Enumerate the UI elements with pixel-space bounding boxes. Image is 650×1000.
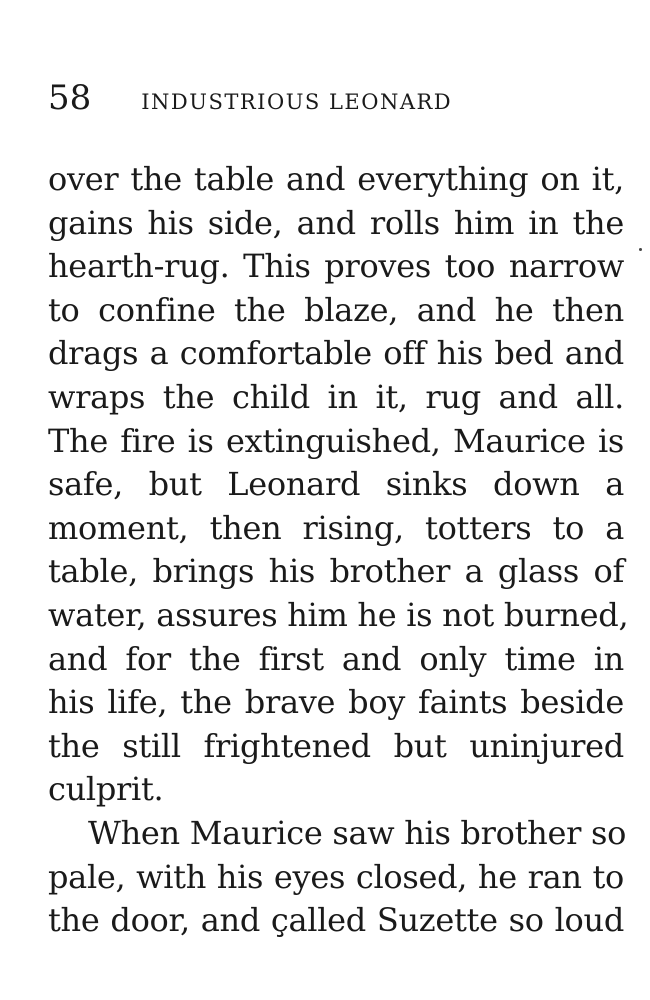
text-line: the still frightened but uninjured <box>48 726 624 765</box>
text-line: his life, the brave boy faints beside <box>48 683 624 722</box>
text-line: water, assures him he is not burned, <box>48 595 629 634</box>
text-line: The fire is extinguished, Maurice is <box>48 421 624 460</box>
text-line: wraps the child in it, rug and all. <box>48 377 624 416</box>
text-line: table, brings his brother a glass of <box>48 552 624 591</box>
page-number: 58 <box>48 78 92 118</box>
text-line: hearth-rug. This proves too narrow <box>48 247 624 286</box>
paragraph-2 <box>48 812 627 943</box>
text-line: safe, but Leonard sinks down a <box>48 465 624 504</box>
text-line: gains his side, and rolls him in the <box>48 203 624 242</box>
text-line: and for the first and only time in <box>48 639 624 678</box>
text-line: pale, with his eyes closed, he ran to <box>48 857 624 896</box>
margin-speck <box>639 248 642 251</box>
text-line: the door, and çalled Suzette so loud <box>48 901 624 940</box>
paragraph-1 <box>48 158 629 812</box>
body-text <box>48 158 629 943</box>
text-line: drags a comfortable off his bed and <box>48 334 624 373</box>
text-line: When Maurice saw his brother so <box>88 813 627 852</box>
text-line: over the table and everything on it, <box>48 160 624 198</box>
running-head <box>48 78 608 118</box>
text-line: culprit. <box>48 770 164 809</box>
running-title: INDUSTRIOUS LEONARD <box>141 90 453 114</box>
text-line: to confine the blaze, and he then <box>48 290 624 329</box>
text-line: moment, then rising, totters to a <box>48 508 624 547</box>
